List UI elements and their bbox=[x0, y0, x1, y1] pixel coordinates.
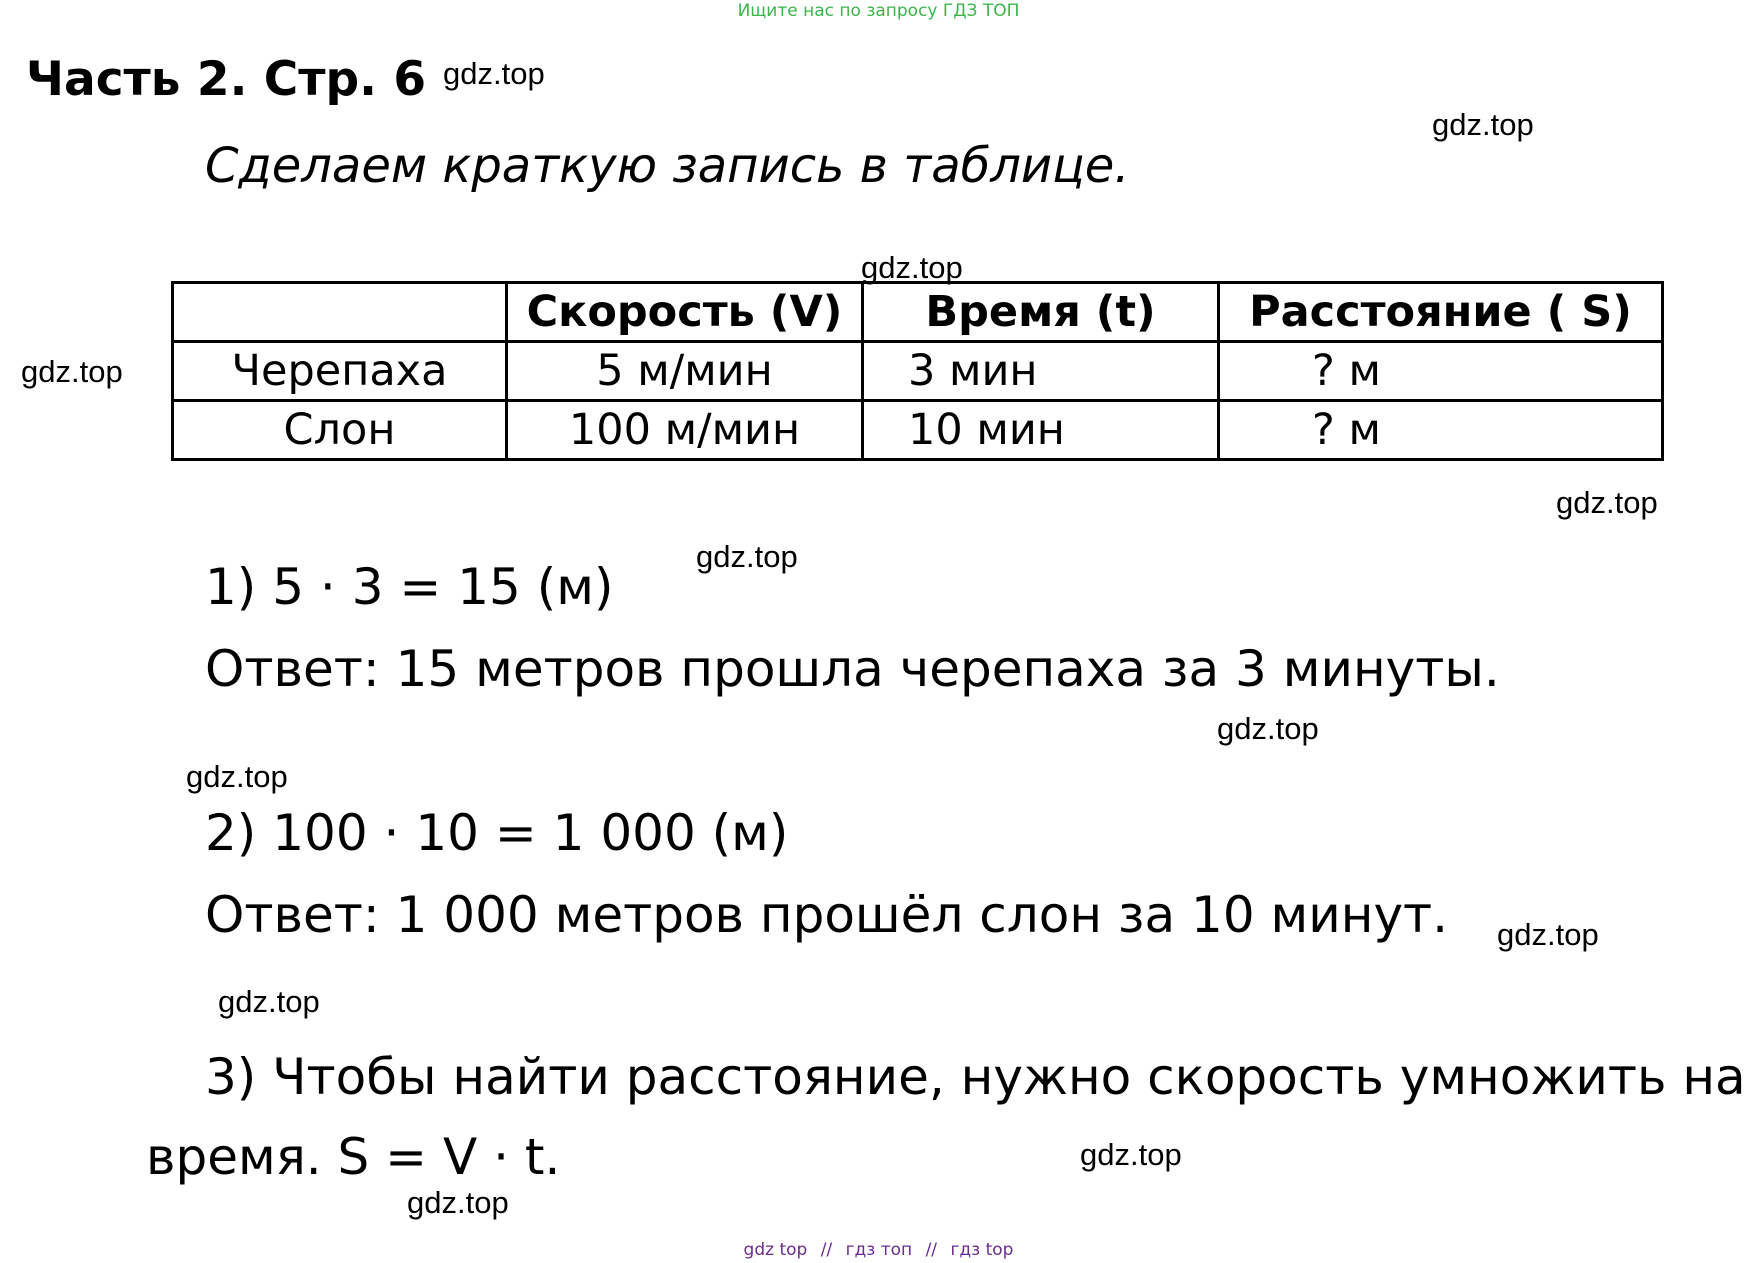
table-cell: 100 м/мин bbox=[507, 401, 863, 460]
watermark: gdz.top bbox=[218, 984, 320, 1019]
table-cell: ? м bbox=[1219, 342, 1663, 401]
footer-link[interactable]: гдз top bbox=[950, 1240, 1014, 1260]
footer-link[interactable]: gdz top bbox=[743, 1240, 808, 1260]
top-banner[interactable]: Ищите нас по запросу ГДЗ ТОП bbox=[737, 1, 1020, 21]
subtitle: Сделаем краткую запись в таблице. bbox=[205, 138, 1130, 194]
table-row bbox=[173, 342, 1663, 401]
table-row bbox=[173, 401, 1663, 460]
solution-step-2: 2) 100 · 10 = 1 000 (м) bbox=[205, 804, 789, 862]
table-cell: 10 мин bbox=[863, 401, 1219, 460]
table-cell: 5 м/мин bbox=[507, 342, 863, 401]
table-cell: ? м bbox=[1219, 401, 1663, 460]
watermark: gdz.top bbox=[1497, 917, 1599, 952]
table-header-cell: Расстояние ( S) bbox=[1219, 283, 1663, 342]
watermark: gdz.top bbox=[1217, 711, 1319, 746]
footer-separator: // bbox=[925, 1240, 938, 1260]
watermark: gdz.top bbox=[696, 539, 798, 574]
watermark: gdz.top bbox=[1080, 1137, 1182, 1172]
watermark: gdz.top bbox=[186, 759, 288, 794]
table-header-cell: Скорость (V) bbox=[507, 283, 863, 342]
watermark: gdz.top bbox=[1556, 485, 1658, 520]
table-header-row bbox=[173, 283, 1663, 342]
table-header-cell: Время (t) bbox=[863, 283, 1219, 342]
table-cell: Слон bbox=[173, 401, 507, 460]
table-header-cell bbox=[173, 283, 507, 342]
footer-separator: // bbox=[820, 1240, 833, 1260]
answer-1: Ответ: 15 метров прошла черепаха за 3 минуты. bbox=[205, 640, 1500, 698]
footer-link[interactable]: гдз топ bbox=[845, 1240, 913, 1260]
answer-2: Ответ: 1 000 метров прошёл слон за 10 минут. bbox=[205, 886, 1449, 944]
table-cell: Черепаха bbox=[173, 342, 507, 401]
page-title: Часть 2. Стр. 6 bbox=[26, 52, 427, 107]
solution-step-3-formula: время. S = V · t. bbox=[146, 1128, 561, 1186]
summary-table bbox=[171, 281, 1664, 461]
solution-step-1: 1) 5 · 3 = 15 (м) bbox=[205, 558, 614, 616]
watermark: gdz.top bbox=[21, 354, 123, 389]
watermark: gdz.top bbox=[1432, 107, 1534, 142]
table-cell: 3 мин bbox=[863, 342, 1219, 401]
watermark: gdz.top bbox=[443, 56, 545, 91]
watermark: gdz.top bbox=[861, 250, 963, 285]
footer-links bbox=[0, 1240, 1757, 1260]
solution-step-3: 3) Чтобы найти расстояние, нужно скорость умножить на bbox=[205, 1048, 1746, 1106]
watermark: gdz.top bbox=[407, 1185, 509, 1220]
